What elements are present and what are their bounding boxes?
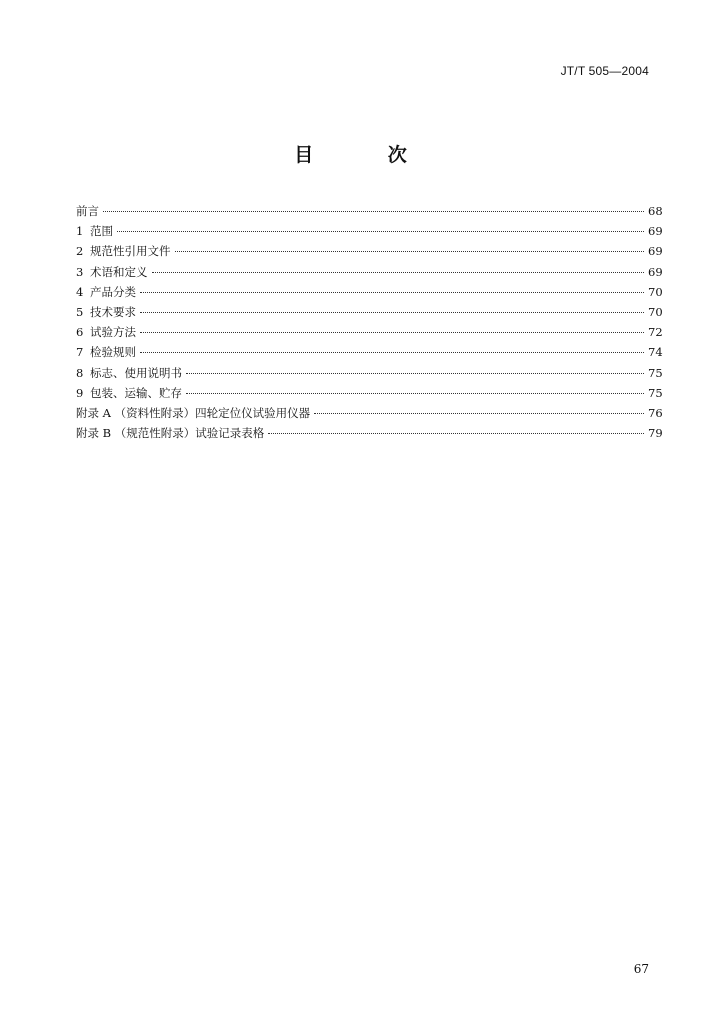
toc-entry-number: 1 — [76, 224, 84, 239]
toc-entry-page: 74 — [648, 345, 663, 360]
toc-entry-page: 69 — [648, 224, 663, 239]
toc-entry-label: 附录 B （规范性附录）试验记录表格 — [76, 426, 265, 441]
toc-entry-scope[interactable] — [76, 221, 662, 241]
page-title: 目 次 — [294, 144, 441, 166]
toc-entry-page: 69 — [648, 244, 663, 259]
toc-entry-label: 技术要求 — [90, 304, 136, 319]
toc-entry-number: 8 — [76, 365, 84, 380]
toc-entry-inspection-rules[interactable] — [76, 342, 662, 362]
toc-entry-label: 产品分类 — [90, 284, 136, 299]
toc-entry-page: 72 — [648, 325, 663, 340]
dot-leader — [186, 393, 644, 394]
dot-leader — [140, 292, 644, 293]
toc-entry-number: 5 — [76, 304, 84, 319]
toc-entry-page: 79 — [648, 426, 663, 441]
dot-leader — [314, 413, 644, 414]
toc-entry-appendix-a[interactable] — [76, 403, 662, 423]
toc-entry-number: 9 — [76, 385, 84, 400]
dot-leader — [103, 211, 644, 212]
toc-entry-technical-requirements[interactable] — [76, 302, 662, 322]
toc-entry-packaging-transport-storage[interactable] — [76, 383, 662, 403]
toc-entry-label: 附录 A （资料性附录）四轮定位仪试验用仪器 — [76, 405, 311, 420]
toc-entry-label: 检验规则 — [90, 345, 136, 360]
dot-leader — [152, 272, 645, 273]
toc-entry-normative-references[interactable] — [76, 241, 662, 261]
toc-entry-label: 规范性引用文件 — [90, 244, 171, 259]
toc-entry-page: 75 — [648, 365, 663, 380]
toc-entry-number: 4 — [76, 284, 84, 299]
dot-leader — [268, 433, 644, 434]
toc-entry-number: 7 — [76, 345, 84, 360]
dot-leader — [140, 332, 644, 333]
toc-entry-number: 2 — [76, 244, 84, 259]
toc-entry-page: 68 — [648, 204, 663, 218]
toc-entry-page: 69 — [648, 264, 663, 279]
toc-entry-number: 6 — [76, 325, 84, 340]
dot-leader — [140, 312, 644, 313]
dot-leader — [117, 231, 644, 232]
toc-entry-test-methods[interactable] — [76, 322, 662, 342]
toc-entry-label: 术语和定义 — [90, 264, 148, 279]
toc-entry-label: 标志、使用说明书 — [90, 365, 182, 380]
toc-entry-label: 前言 — [76, 204, 99, 218]
toc-entry-page: 75 — [648, 385, 663, 400]
toc-entry-marking-instructions[interactable] — [76, 363, 662, 383]
toc-entry-page: 76 — [648, 405, 663, 420]
dot-leader — [186, 373, 644, 374]
toc-entry-page: 70 — [648, 284, 663, 299]
toc-entry-terms-definitions[interactable] — [76, 262, 662, 282]
toc-entry-label: 试验方法 — [90, 325, 136, 340]
page-number: 67 — [633, 962, 649, 976]
toc-entry-page: 70 — [648, 304, 663, 319]
toc-entry-number: 3 — [76, 264, 84, 279]
dot-leader — [140, 352, 644, 353]
toc-entry-preface[interactable] — [76, 201, 662, 221]
toc-entry-appendix-b[interactable] — [76, 423, 662, 443]
dot-leader — [175, 251, 645, 252]
toc-entry-product-classification[interactable] — [76, 282, 662, 302]
table-of-contents — [76, 201, 662, 443]
toc-entry-label: 包装、运输、贮存 — [90, 385, 182, 400]
toc-entry-label: 范围 — [90, 224, 113, 239]
standard-code: JT/T 505—2004 — [560, 64, 649, 78]
